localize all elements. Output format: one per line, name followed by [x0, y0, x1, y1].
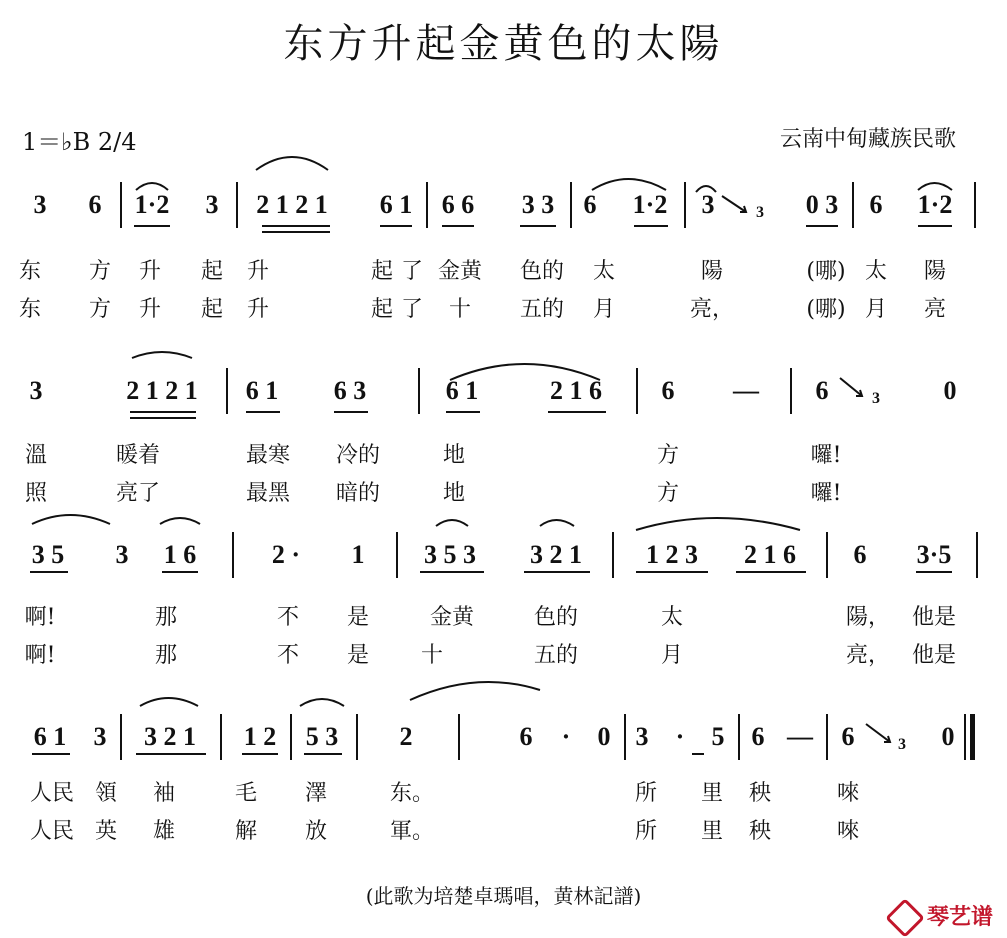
- lyric: 起: [370, 297, 394, 322]
- note: 0: [597, 722, 611, 751]
- lyric: 最黑: [245, 481, 291, 506]
- lyric: 太: [864, 259, 888, 284]
- lyric: 那: [154, 605, 178, 630]
- slur-mark: [256, 157, 328, 170]
- note: 3: [701, 190, 715, 219]
- logo-icon: [885, 898, 925, 938]
- note: 6: [661, 376, 675, 405]
- slur-mark: [436, 520, 468, 526]
- lyric: 亮了: [115, 481, 161, 506]
- lyric: (哪): [806, 297, 846, 322]
- lyric: 亮，: [845, 643, 891, 668]
- slur-mark: [592, 179, 666, 190]
- watermark-logo: [891, 900, 993, 932]
- lyric: 唻: [836, 781, 860, 806]
- lyric: 軍。: [389, 819, 435, 844]
- note: 1 6: [163, 540, 197, 569]
- glide-arrow-mark: [840, 378, 862, 396]
- lyric: 囉!: [810, 481, 842, 506]
- lyric: 月: [660, 643, 684, 668]
- slur-mark: [136, 183, 168, 190]
- lyric: 啊!: [24, 605, 56, 630]
- note: 5 3: [305, 722, 339, 751]
- lyric: 秧: [748, 819, 772, 844]
- lyric: 方: [88, 297, 112, 322]
- key-signature: 1＝♭B 2/4: [22, 128, 137, 156]
- note: 6: [841, 722, 855, 751]
- lyric: 金黄: [437, 259, 483, 284]
- grace-note: 3: [872, 390, 880, 407]
- lyric: 袖: [152, 781, 176, 806]
- lyric: 亮，: [689, 297, 735, 322]
- note: 3 2 1: [144, 722, 196, 751]
- note: 3: [635, 722, 649, 751]
- note: 2 1 2 1: [256, 190, 328, 219]
- lyric: 放: [304, 819, 328, 844]
- lyric: 解: [234, 819, 258, 844]
- lyric: 起: [370, 259, 394, 284]
- note: —: [733, 376, 759, 405]
- lyric: 里: [700, 781, 724, 806]
- note: ·: [675, 722, 685, 751]
- slur-mark: [410, 682, 540, 700]
- lyric: 是: [346, 605, 370, 630]
- lyric: 升: [138, 297, 162, 322]
- lyric: 太: [660, 605, 684, 630]
- note: 1 2 3: [646, 540, 698, 569]
- glide-arrow-mark: [722, 196, 746, 212]
- slur-mark: [140, 698, 198, 706]
- lyric: 雄: [152, 819, 176, 844]
- lyric: 澤: [304, 781, 328, 806]
- lyric: 色的: [533, 605, 579, 630]
- note: 3: [115, 540, 129, 569]
- note: 3 5 3: [424, 540, 476, 569]
- note: 1·2: [632, 190, 668, 219]
- note: 2 ·: [271, 540, 301, 569]
- note: 3: [93, 722, 107, 751]
- lyric: 方: [88, 259, 112, 284]
- note: 6 3: [333, 376, 367, 405]
- grace-note: 3: [756, 204, 764, 221]
- note: 6: [815, 376, 829, 405]
- lyric: 太: [592, 259, 616, 284]
- lyric: 他是: [911, 643, 957, 668]
- lyric: 亮: [923, 297, 947, 322]
- note: 0: [943, 376, 957, 405]
- note: 3·5: [916, 540, 952, 569]
- slur-mark: [132, 352, 192, 358]
- slur-mark: [918, 183, 952, 190]
- lyric: 是: [346, 643, 370, 668]
- note: 2 1 2 1: [126, 376, 198, 405]
- lyric: 人民: [29, 781, 75, 806]
- grace-note: 3: [898, 736, 906, 753]
- lyric: 升: [246, 297, 270, 322]
- lyric: 最寒: [245, 443, 291, 468]
- lyric: 方: [656, 443, 680, 468]
- note: 6 6: [441, 190, 475, 219]
- lyric: 不: [276, 643, 300, 668]
- note: 2 1 6: [550, 376, 602, 405]
- lyric: 陽: [923, 259, 947, 284]
- lyric: 那: [154, 643, 178, 668]
- note: 6 1: [445, 376, 479, 405]
- lyric: 冷的: [335, 443, 381, 468]
- note: 6: [583, 190, 597, 219]
- note: 1: [351, 540, 365, 569]
- song-source: 云南中甸藏族民歌: [780, 127, 957, 152]
- note: 3 2 1: [530, 540, 582, 569]
- slur-mark: [696, 186, 716, 192]
- slur-mark: [300, 699, 344, 706]
- logo-text: 琴艺谱: [926, 905, 993, 930]
- lyric: 不: [276, 605, 300, 630]
- lyric: 陽，: [845, 605, 891, 630]
- lyric: 唻: [836, 819, 860, 844]
- note: 0 3: [805, 190, 839, 219]
- note: 3: [29, 376, 43, 405]
- slur-mark: [32, 515, 110, 524]
- glide-arrow-mark: [866, 724, 890, 742]
- note: 1 2: [243, 722, 277, 751]
- note: 2 1 6: [744, 540, 796, 569]
- note: 6: [853, 540, 867, 569]
- lyric: 了: [400, 259, 424, 284]
- lyric: 囉!: [810, 443, 842, 468]
- lyric: 五的: [519, 297, 565, 322]
- note: 6: [869, 190, 883, 219]
- lyric: 英: [94, 819, 118, 844]
- lyric: 暖着: [115, 443, 161, 468]
- note: 6 1: [245, 376, 279, 405]
- slur-mark: [540, 520, 574, 526]
- slur-mark: [450, 364, 600, 380]
- lyric: 地: [442, 481, 466, 506]
- lyric: 方: [656, 481, 680, 506]
- lyric: 十: [448, 297, 472, 322]
- lyric: 月: [864, 297, 888, 322]
- lyric: 所: [634, 781, 658, 806]
- lyric: 升: [138, 259, 162, 284]
- slur-mark: [636, 518, 800, 530]
- lyric: 人民: [29, 819, 75, 844]
- note: 1·2: [917, 190, 953, 219]
- song-title: 东方升起金黄色的太陽: [283, 21, 724, 67]
- note: 3 5: [31, 540, 65, 569]
- lyric: 照: [24, 481, 48, 506]
- lyric: 他是: [911, 605, 957, 630]
- note: —: [787, 722, 813, 751]
- lyric: 所: [634, 819, 658, 844]
- lyric: 了: [400, 297, 424, 322]
- lyric: 色的: [519, 259, 565, 284]
- lyric: 起: [200, 259, 224, 284]
- lyric: 領: [94, 781, 118, 806]
- note: 3: [33, 190, 47, 219]
- lyric: (哪): [806, 259, 846, 284]
- note: 6: [751, 722, 765, 751]
- lyric: 秧: [748, 781, 772, 806]
- note: 0: [941, 722, 955, 751]
- note: ·: [561, 722, 571, 751]
- note: 6 1: [33, 722, 67, 751]
- note: 3 3: [521, 190, 555, 219]
- lyric: 东: [18, 259, 42, 284]
- lyric: 金黄: [429, 605, 475, 630]
- lyric: 月: [592, 297, 616, 322]
- lyric: 东。: [389, 781, 435, 806]
- lyric: 五的: [533, 643, 579, 668]
- lyric: 十: [420, 643, 444, 668]
- lyric: 升: [246, 259, 270, 284]
- note: 2: [399, 722, 413, 751]
- note: 1·2: [134, 190, 170, 219]
- lyric: 起: [200, 297, 224, 322]
- lyric: 陽: [700, 259, 724, 284]
- transcription-note: (此歌为培楚卓瑪唱，黄林記譜): [365, 884, 642, 908]
- lyric: 东: [18, 297, 42, 322]
- note: 5: [711, 722, 725, 751]
- lyric: 啊!: [24, 643, 56, 668]
- lyric: 毛: [234, 781, 258, 806]
- note: 6: [88, 190, 102, 219]
- note: 3: [205, 190, 219, 219]
- note: 6 1: [379, 190, 413, 219]
- lyric: 溫: [24, 443, 48, 468]
- note: 6: [519, 722, 533, 751]
- lyric: 暗的: [335, 481, 381, 506]
- slur-mark: [160, 518, 200, 524]
- lyric: 里: [700, 819, 724, 844]
- lyric: 地: [442, 443, 466, 468]
